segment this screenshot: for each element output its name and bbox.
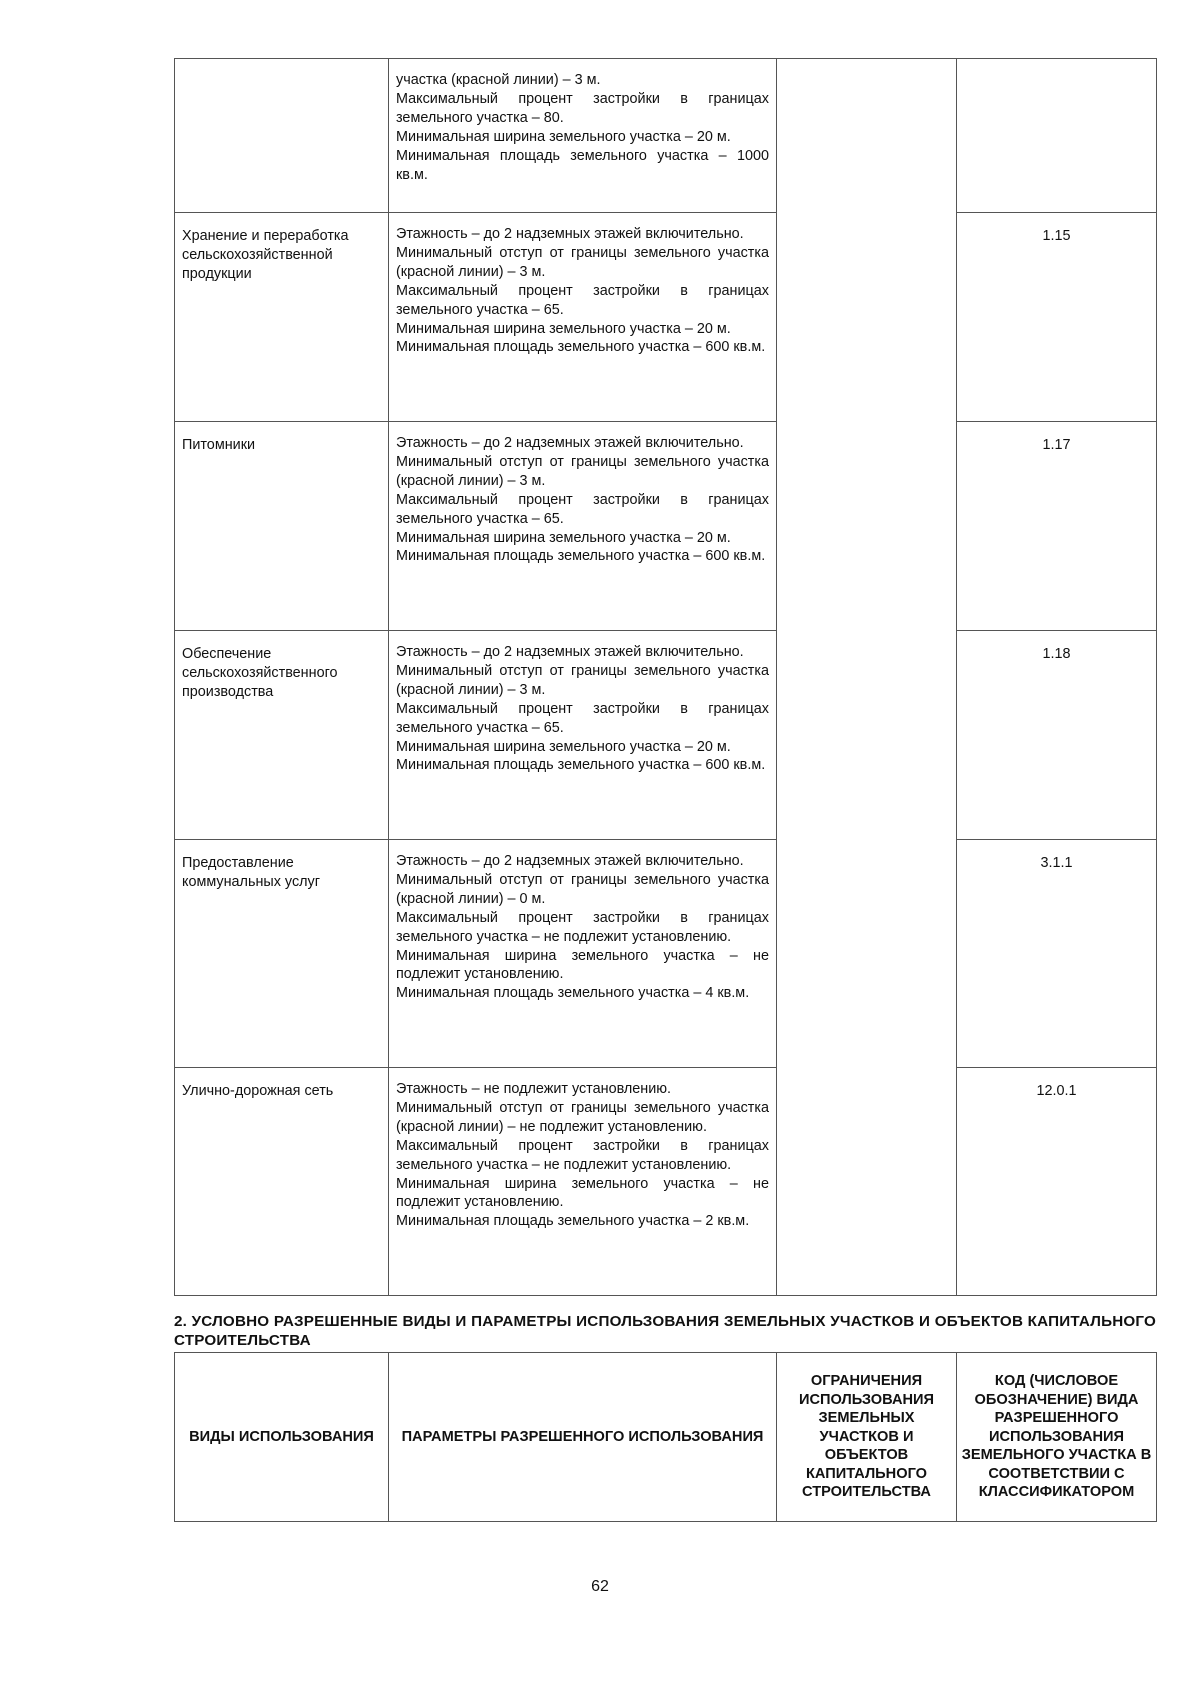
param-line: Максимальный процент застройки в границах земельного участка – не подлежит установлению. xyxy=(396,909,769,945)
params-cell xyxy=(389,213,777,422)
param-line: Минимальная ширина земельного участка – 20 м. xyxy=(396,128,731,145)
table-row xyxy=(175,422,1157,631)
use-type-cell: Хранение и переработка сельскохозяйственной продукции xyxy=(175,213,389,422)
land-use-table xyxy=(174,58,1157,1296)
param-line: Этажность – до 2 надземных этажей включительно. xyxy=(396,435,744,451)
param-line: Минимальная ширина земельного участка – 20 м. xyxy=(396,320,731,337)
param-line: Максимальный процент застройки в границах земельного участка – не подлежит установлению. xyxy=(396,1137,769,1173)
param-line: Минимальный отступ от границы земельного участка (красной линии) – 0 м. xyxy=(396,871,769,907)
params-cell xyxy=(389,422,777,631)
param-line: Минимальная площадь земельного участка – 600 кв.м. xyxy=(396,548,766,565)
param-line: Этажность – до 2 надземных этажей включительно. xyxy=(396,853,744,869)
param-line: Минимальная ширина земельного участка – не подлежит установлению. xyxy=(396,947,769,983)
param-line: Максимальный процент застройки в границах земельного участка – 65. xyxy=(396,282,769,318)
table-row xyxy=(175,1068,1157,1296)
param-line: Минимальный отступ от границы земельного участка (красной линии) – 3 м. xyxy=(396,662,769,698)
table-row xyxy=(175,59,1157,213)
param-line: Этажность – до 2 надземных этажей включительно. xyxy=(396,644,744,660)
param-line: Минимальная площадь земельного участка – 2 кв.м. xyxy=(396,1213,750,1230)
section-heading: 2. УСЛОВНО РАЗРЕШЕННЫЕ ВИДЫ И ПАРАМЕТРЫ ИСПОЛЬЗОВАНИЯ ЗЕМЕЛЬНЫХ УЧАСТКОВ И ОБЪЕКТОВ КАПИТАЛЬНОГО СТРОИТЕЛЬСТВА xyxy=(174,1313,1156,1349)
table-row xyxy=(175,840,1157,1068)
use-type-cell: Улично-дорожная сеть xyxy=(175,1068,389,1296)
header-row xyxy=(175,1353,1157,1522)
page-number: 62 xyxy=(591,1578,609,1595)
params-cell xyxy=(389,631,777,840)
param-line: Максимальный процент застройки в границах земельного участка – 65. xyxy=(396,700,769,736)
use-type-cell xyxy=(175,59,389,213)
code-cell: 1.17 xyxy=(957,422,1157,631)
param-line: Минимальный отступ от границы земельного участка (красной линии) – не подлежит установлению. xyxy=(396,1099,769,1135)
param-line: Этажность – до 2 надземных этажей включительно. xyxy=(396,226,744,242)
code-cell xyxy=(957,59,1157,213)
table-row xyxy=(175,213,1157,422)
param-line: Минимальная площадь земельного участка – 600 кв.м. xyxy=(396,757,766,774)
param-line: Минимальная ширина земельного участка – 20 м. xyxy=(396,738,731,755)
code-cell: 1.18 xyxy=(957,631,1157,840)
param-line: Максимальный процент застройки в границах земельного участка – 65. xyxy=(396,491,769,527)
conditional-use-table-header xyxy=(174,1352,1157,1522)
table-row xyxy=(175,631,1157,840)
param-line: Минимальная площадь земельного участка – 600 кв.м. xyxy=(396,339,766,356)
param-line: Минимальная площадь земельного участка – 1000 кв.м. xyxy=(396,147,769,183)
param-line: участка (красной линии) – 3 м. xyxy=(396,72,601,88)
restrictions-cell xyxy=(777,59,957,1296)
param-line: Минимальная ширина земельного участка – не подлежит установлению. xyxy=(396,1175,769,1211)
params-cell xyxy=(389,59,777,213)
code-cell: 3.1.1 xyxy=(957,840,1157,1068)
param-line: Этажность – не подлежит установлению. xyxy=(396,1081,672,1097)
params-cell xyxy=(389,1068,777,1296)
column-header-use: ВИДЫ ИСПОЛЬЗОВАНИЯ xyxy=(175,1353,389,1522)
column-header-code: КОД (ЧИСЛОВОЕ ОБОЗНАЧЕНИЕ) ВИДА РАЗРЕШЕННОГО ИСПОЛЬЗОВАНИЯ ЗЕМЕЛЬНОГО УЧАСТКА В СООТВЕТСТВИИ С КЛАССИФИКАТОРОМ xyxy=(957,1353,1157,1522)
code-cell: 12.0.1 xyxy=(957,1068,1157,1296)
param-line: Минимальная площадь земельного участка – 4 кв.м. xyxy=(396,985,750,1002)
param-line: Минимальный отступ от границы земельного участка (красной линии) – 3 м. xyxy=(396,244,769,280)
use-type-cell: Обеспечение сельскохозяйственного производства xyxy=(175,631,389,840)
column-header-params: ПАРАМЕТРЫ РАЗРЕШЕННОГО ИСПОЛЬЗОВАНИЯ xyxy=(389,1353,777,1522)
use-type-cell: Питомники xyxy=(175,422,389,631)
param-line: Минимальный отступ от границы земельного участка (красной линии) – 3 м. xyxy=(396,453,769,489)
code-cell: 1.15 xyxy=(957,213,1157,422)
use-type-cell: Предоставление коммунальных услуг xyxy=(175,840,389,1068)
params-cell xyxy=(389,840,777,1068)
column-header-restrictions: ОГРАНИЧЕНИЯ ИСПОЛЬЗОВАНИЯ ЗЕМЕЛЬНЫХ УЧАСТКОВ И ОБЪЕКТОВ КАПИТАЛЬНОГО СТРОИТЕЛЬСТВА xyxy=(777,1353,957,1522)
param-line: Максимальный процент застройки в границах земельного участка – 80. xyxy=(396,90,769,126)
param-line: Минимальная ширина земельного участка – 20 м. xyxy=(396,529,731,546)
